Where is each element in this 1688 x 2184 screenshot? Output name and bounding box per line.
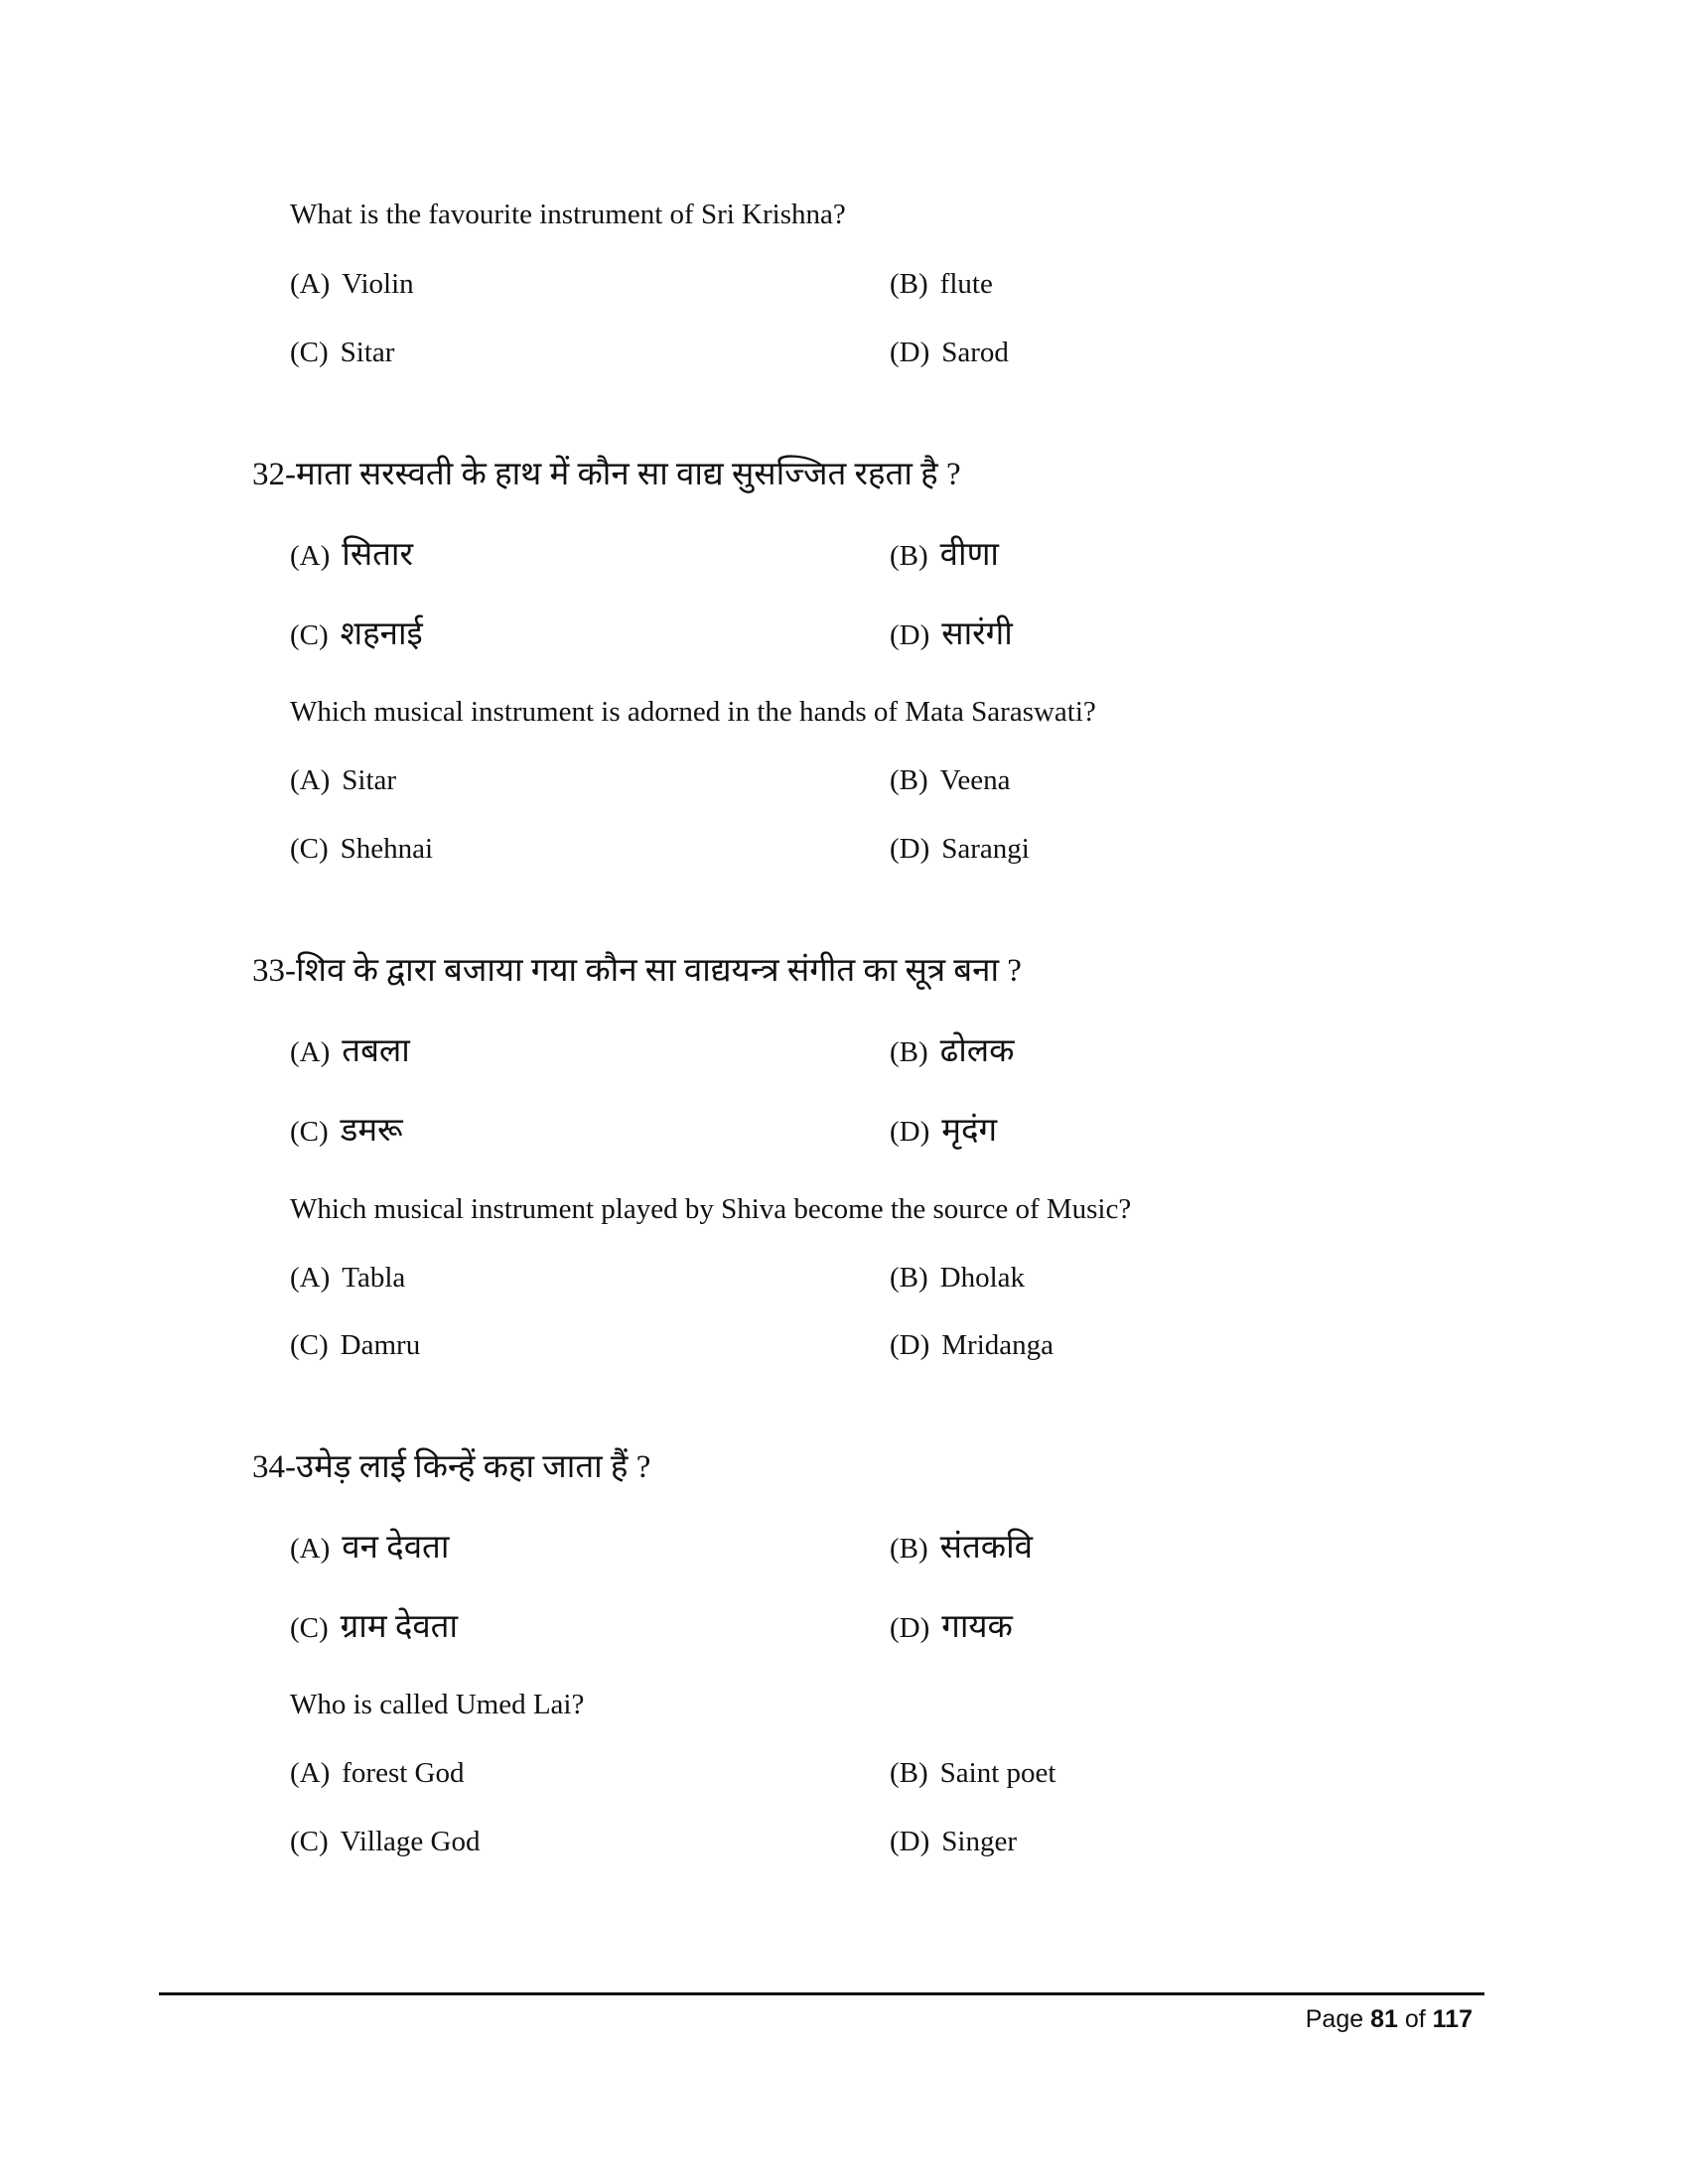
option-label: (B) xyxy=(890,1262,928,1294)
option-label: (D) xyxy=(890,833,930,865)
total-pages: 117 xyxy=(1432,2005,1473,2033)
answer-option xyxy=(290,766,396,795)
answer-option xyxy=(290,835,433,864)
option-text: गायक xyxy=(941,1609,1013,1645)
option-text: Shehnai xyxy=(340,833,434,865)
option-label: (B) xyxy=(890,764,928,796)
option-label: (C) xyxy=(290,337,329,368)
option-text: ढोलक xyxy=(939,1033,1015,1069)
option-label: (C) xyxy=(290,1612,329,1644)
option-text: Tabla xyxy=(342,1262,406,1294)
option-text: Sarod xyxy=(941,337,1009,368)
option-label: (D) xyxy=(890,1612,930,1644)
option-text: संतकवि xyxy=(939,1530,1034,1566)
answer-option xyxy=(290,539,413,572)
option-label: (B) xyxy=(890,1757,928,1789)
answer-option xyxy=(890,539,999,572)
answer-option xyxy=(890,766,1011,795)
question-text: Who is called Umed Lai? xyxy=(290,1689,585,1720)
answer-option xyxy=(890,1759,1055,1788)
option-label: (D) xyxy=(890,1826,930,1857)
answer-option xyxy=(290,1532,449,1565)
option-text: Damru xyxy=(340,1329,421,1361)
option-label: (D) xyxy=(890,1329,930,1361)
option-label: (A) xyxy=(290,1036,331,1068)
answer-option xyxy=(890,1828,1017,1856)
question-text: Which musical instrument played by Shiva become the source of Music? xyxy=(290,1193,1132,1225)
answer-option xyxy=(890,1115,997,1148)
option-text: मृदंग xyxy=(941,1113,998,1149)
question-text: Which musical instrument is adorned in the hands of Mata Saraswati? xyxy=(290,696,1096,728)
answer-option xyxy=(290,1035,410,1068)
option-label: (A) xyxy=(290,540,331,572)
page-indicator xyxy=(1306,2005,1473,2034)
option-text: Veena xyxy=(939,764,1011,796)
option-label: (B) xyxy=(890,540,928,572)
option-text: डमरू xyxy=(340,1113,403,1149)
answer-option xyxy=(290,1264,405,1293)
option-label: (A) xyxy=(290,1533,331,1565)
option-label: (B) xyxy=(890,1533,928,1565)
of-word: of xyxy=(1404,2005,1426,2033)
option-label: (C) xyxy=(290,1116,329,1148)
option-text: Singer xyxy=(941,1826,1017,1857)
option-text: Village God xyxy=(340,1826,481,1857)
option-label: (A) xyxy=(290,1262,331,1294)
answer-option xyxy=(290,1331,420,1360)
option-label: (C) xyxy=(290,833,329,865)
option-text: शहनाई xyxy=(340,616,423,652)
option-label: (C) xyxy=(290,1329,329,1361)
answer-option xyxy=(290,1611,458,1644)
answer-option xyxy=(290,270,414,299)
option-label: (D) xyxy=(890,619,930,651)
option-label: (A) xyxy=(290,268,331,300)
option-label: (B) xyxy=(890,268,928,300)
option-text: वन देवता xyxy=(342,1530,450,1566)
current-page-number: 81 xyxy=(1370,2005,1398,2033)
question-text: What is the favourite instrument of Sri Krishna? xyxy=(290,199,846,230)
option-label: (C) xyxy=(290,1826,329,1857)
option-text: सितार xyxy=(342,537,413,573)
answer-option xyxy=(890,618,1013,651)
option-text: सारंगी xyxy=(941,616,1013,652)
answer-option xyxy=(290,1759,465,1788)
option-text: Violin xyxy=(342,268,414,300)
option-label: (A) xyxy=(290,1757,331,1789)
answer-option xyxy=(290,618,423,651)
answer-option xyxy=(290,339,394,367)
option-text: Sitar xyxy=(340,337,395,368)
answer-option xyxy=(890,1532,1033,1565)
question-text: 34-उमेड़ लाई किन्हें कहा जाता हैं ? xyxy=(252,1449,651,1485)
option-text: flute xyxy=(939,268,993,300)
answer-option xyxy=(890,835,1030,864)
answer-option xyxy=(290,1828,480,1856)
option-text: forest God xyxy=(342,1757,465,1789)
answer-option xyxy=(890,1264,1025,1293)
option-text: ग्राम देवता xyxy=(340,1609,459,1645)
option-label: (A) xyxy=(290,764,331,796)
option-text: वीणा xyxy=(939,537,999,573)
answer-option xyxy=(890,339,1009,367)
option-label: (D) xyxy=(890,1116,930,1148)
answer-option xyxy=(890,1611,1013,1644)
option-text: Sitar xyxy=(342,764,397,796)
answer-option xyxy=(890,1035,1015,1068)
option-text: Dholak xyxy=(939,1262,1026,1294)
footer-divider xyxy=(159,1992,1484,1995)
question-text: 33-शिव के द्वारा बजाया गया कौन सा वाद्ययन्त्र संगीत का सूत्र बना ? xyxy=(252,953,1022,989)
option-text: तबला xyxy=(342,1033,410,1069)
option-label: (B) xyxy=(890,1036,928,1068)
option-label: (D) xyxy=(890,337,930,368)
option-label: (C) xyxy=(290,619,329,651)
option-text: Saint poet xyxy=(939,1757,1056,1789)
answer-option xyxy=(890,1331,1054,1360)
answer-option xyxy=(290,1115,403,1148)
option-text: Sarangi xyxy=(941,833,1030,865)
answer-option xyxy=(890,270,993,299)
page-word: Page xyxy=(1305,2005,1364,2033)
option-text: Mridanga xyxy=(941,1329,1055,1361)
question-text: 32-माता सरस्वती के हाथ में कौन सा वाद्य सुसज्जित रहता है ? xyxy=(252,457,961,492)
